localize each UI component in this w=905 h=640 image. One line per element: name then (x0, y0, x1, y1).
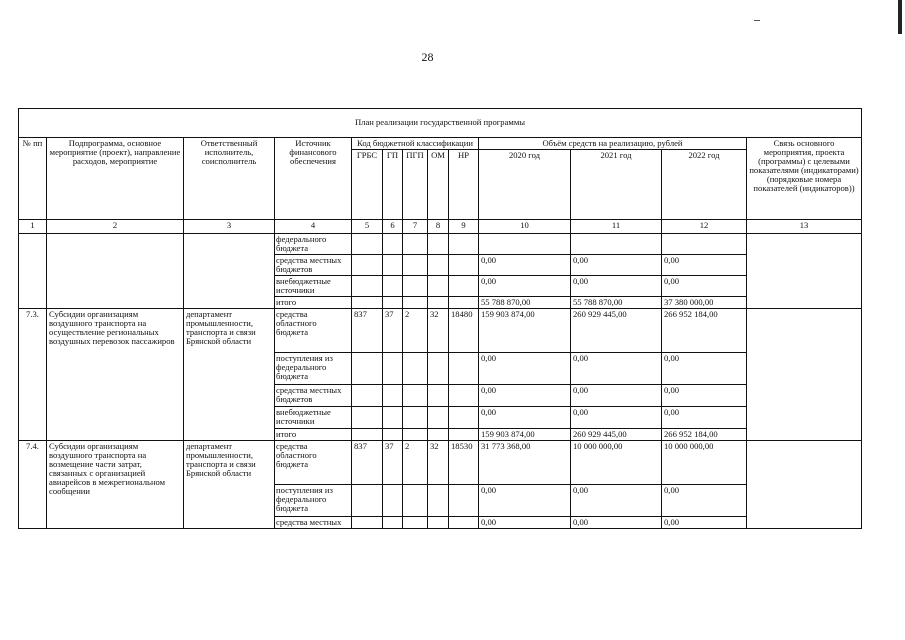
cell-pgp (403, 297, 428, 309)
cell-grbs (352, 429, 383, 441)
column-number: 4 (275, 220, 352, 234)
cell-2021: 260 929 445,00 (571, 429, 662, 441)
cell-om (428, 297, 449, 309)
cell-gp (383, 385, 403, 407)
column-number: 13 (747, 220, 862, 234)
cell-om (428, 255, 449, 276)
cell-empty (47, 234, 184, 309)
cell-np (449, 517, 479, 529)
cell-2020: 55 788 870,00 (479, 297, 571, 309)
header-np: НР (449, 150, 479, 220)
cell-2020: 0,00 (479, 385, 571, 407)
cell-2021: 55 788 870,00 (571, 297, 662, 309)
header-source: Источник финансового обеспечения (275, 138, 352, 220)
header-gp: ГП (383, 150, 403, 220)
cell-source: итого (275, 429, 352, 441)
cell-empty (184, 234, 275, 309)
cell-item-number: 7.3. (19, 309, 47, 441)
cell-np (449, 234, 479, 255)
cell-2021: 0,00 (571, 255, 662, 276)
header-budget-code: Код бюджетной классификации (352, 138, 479, 150)
cell-2020: 31 773 368,00 (479, 441, 571, 485)
cell-om: 32 (428, 309, 449, 353)
cell-empty (19, 234, 47, 309)
cell-gp (383, 297, 403, 309)
cell-grbs (352, 255, 383, 276)
cell-gp: 37 (383, 441, 403, 485)
cell-2020: 0,00 (479, 276, 571, 297)
cell-np (449, 407, 479, 429)
cell-source: средства областного бюджета (275, 309, 352, 353)
column-number: 2 (47, 220, 184, 234)
cell-2022: 0,00 (662, 276, 747, 297)
cell-om (428, 429, 449, 441)
cell-2020: 0,00 (479, 407, 571, 429)
cell-source: средства местных бюджетов (275, 255, 352, 276)
cell-np (449, 429, 479, 441)
cell-np (449, 485, 479, 517)
header-no: № пп (19, 138, 47, 220)
cell-pgp (403, 353, 428, 385)
cell-grbs: 837 (352, 309, 383, 353)
cell-gp: 37 (383, 309, 403, 353)
cell-item-name: Субсидии организациям воздушного транспорта на возмещение части затрат, связанных с организацией авиарейсов в межрегиональном сообщении (47, 441, 184, 529)
cell-grbs (352, 234, 383, 255)
cell-gp (383, 276, 403, 297)
cell-grbs (352, 385, 383, 407)
cell-pgp: 2 (403, 441, 428, 485)
cell-pgp (403, 407, 428, 429)
cell-2021: 0,00 (571, 353, 662, 385)
cell-source: средства местных (275, 517, 352, 529)
cell-np (449, 297, 479, 309)
cell-np (449, 255, 479, 276)
cell-item-name: Субсидии организациям воздушного транспорта на осуществление региональных воздушных перевозок пассажиров (47, 309, 184, 441)
cell-2021 (571, 234, 662, 255)
cell-2020: 0,00 (479, 485, 571, 517)
cell-grbs: 837 (352, 441, 383, 485)
cell-2022: 10 000 000,00 (662, 441, 747, 485)
cell-2022: 266 952 184,00 (662, 309, 747, 353)
column-number: 3 (184, 220, 275, 234)
cell-grbs (352, 517, 383, 529)
column-number: 10 (479, 220, 571, 234)
cell-source: средства областного бюджета (275, 441, 352, 485)
cell-2022: 0,00 (662, 385, 747, 407)
cell-2021: 0,00 (571, 517, 662, 529)
header-link: Связь основного мероприятия, проекта (программы) с целевыми показателями (индикаторами) (порядковые номера показателей (индикаторов)) (747, 138, 862, 220)
column-number: 12 (662, 220, 747, 234)
header-pgp: ПГП (403, 150, 428, 220)
cell-2021: 10 000 000,00 (571, 441, 662, 485)
cell-2020: 159 903 874,00 (479, 309, 571, 353)
table-row (19, 309, 862, 353)
cell-np: 18530 (449, 441, 479, 485)
cell-2020: 0,00 (479, 517, 571, 529)
plan-table-wrapper (18, 108, 861, 529)
cell-2020: 159 903 874,00 (479, 429, 571, 441)
cell-source: внебюджетные источники (275, 407, 352, 429)
cell-pgp (403, 276, 428, 297)
column-number: 7 (403, 220, 428, 234)
cell-source: поступления из федерального бюджета (275, 353, 352, 385)
cell-item-executor: департамент промышленности, транспорта и связи Брянской области (184, 441, 275, 529)
cell-item-executor: департамент промышленности, транспорта и связи Брянской области (184, 309, 275, 441)
cell-link (747, 234, 862, 309)
header-2020: 2020 год (479, 150, 571, 220)
cell-source: итого (275, 297, 352, 309)
cell-om (428, 234, 449, 255)
cell-2021: 0,00 (571, 485, 662, 517)
cell-grbs (352, 297, 383, 309)
cell-np: 18480 (449, 309, 479, 353)
cell-grbs (352, 485, 383, 517)
header-executor: Ответственный исполнитель, соисполнитель (184, 138, 275, 220)
cell-gp (383, 429, 403, 441)
cell-pgp (403, 429, 428, 441)
cell-om (428, 485, 449, 517)
page-number: 28 (421, 50, 434, 64)
header-subprogram: Подпрограмма, основное мероприятие (проект), направление расходов, мероприятие (47, 138, 184, 220)
cell-pgp (403, 385, 428, 407)
cell-2021: 0,00 (571, 385, 662, 407)
cell-gp (383, 234, 403, 255)
cell-grbs (352, 276, 383, 297)
cell-2020 (479, 234, 571, 255)
cell-om (428, 353, 449, 385)
cell-link (747, 309, 862, 441)
cell-2022: 0,00 (662, 255, 747, 276)
cell-gp (383, 353, 403, 385)
cell-om (428, 407, 449, 429)
header-om: ОМ (428, 150, 449, 220)
header-grbs: ГРБС (352, 150, 383, 220)
cell-item-number: 7.4. (19, 441, 47, 529)
cell-source: внебюджетные источники (275, 276, 352, 297)
cell-2022: 0,00 (662, 485, 747, 517)
column-number: 8 (428, 220, 449, 234)
header-2021: 2021 год (571, 150, 662, 220)
header-volume: Объём средств на реализацию, рублей (479, 138, 747, 150)
cell-2021: 260 929 445,00 (571, 309, 662, 353)
cell-source: федерального бюджета (275, 234, 352, 255)
column-number: 1 (19, 220, 47, 234)
cell-2022: 0,00 (662, 353, 747, 385)
cell-pgp (403, 485, 428, 517)
table-row (19, 234, 862, 255)
cell-gp (383, 485, 403, 517)
cell-om: 32 (428, 441, 449, 485)
cell-gp (383, 407, 403, 429)
cell-np (449, 385, 479, 407)
cell-om (428, 517, 449, 529)
header-2022: 2022 год (662, 150, 747, 220)
cell-np (449, 276, 479, 297)
column-number: 9 (449, 220, 479, 234)
column-number: 5 (352, 220, 383, 234)
cell-2021: 0,00 (571, 276, 662, 297)
scan-artifact-dot (754, 20, 760, 21)
cell-2022: 266 952 184,00 (662, 429, 747, 441)
cell-grbs (352, 353, 383, 385)
table-title: План реализации государственной программы (19, 109, 862, 138)
cell-2022 (662, 234, 747, 255)
column-number: 11 (571, 220, 662, 234)
cell-2022: 37 380 000,00 (662, 297, 747, 309)
cell-link (747, 441, 862, 529)
column-number: 6 (383, 220, 403, 234)
cell-grbs (352, 407, 383, 429)
cell-np (449, 353, 479, 385)
cell-2022: 0,00 (662, 517, 747, 529)
cell-source: средства местных бюджетов (275, 385, 352, 407)
plan-table (18, 108, 862, 529)
scan-artifact-edge (898, 0, 902, 34)
cell-pgp: 2 (403, 309, 428, 353)
cell-om (428, 276, 449, 297)
cell-2022: 0,00 (662, 407, 747, 429)
cell-source: поступления из федерального бюджета (275, 485, 352, 517)
cell-pgp (403, 234, 428, 255)
cell-2020: 0,00 (479, 353, 571, 385)
cell-pgp (403, 255, 428, 276)
cell-gp (383, 517, 403, 529)
cell-2020: 0,00 (479, 255, 571, 276)
cell-om (428, 385, 449, 407)
cell-2021: 0,00 (571, 407, 662, 429)
table-row (19, 441, 862, 485)
cell-gp (383, 255, 403, 276)
column-number-row (19, 220, 862, 234)
cell-pgp (403, 517, 428, 529)
